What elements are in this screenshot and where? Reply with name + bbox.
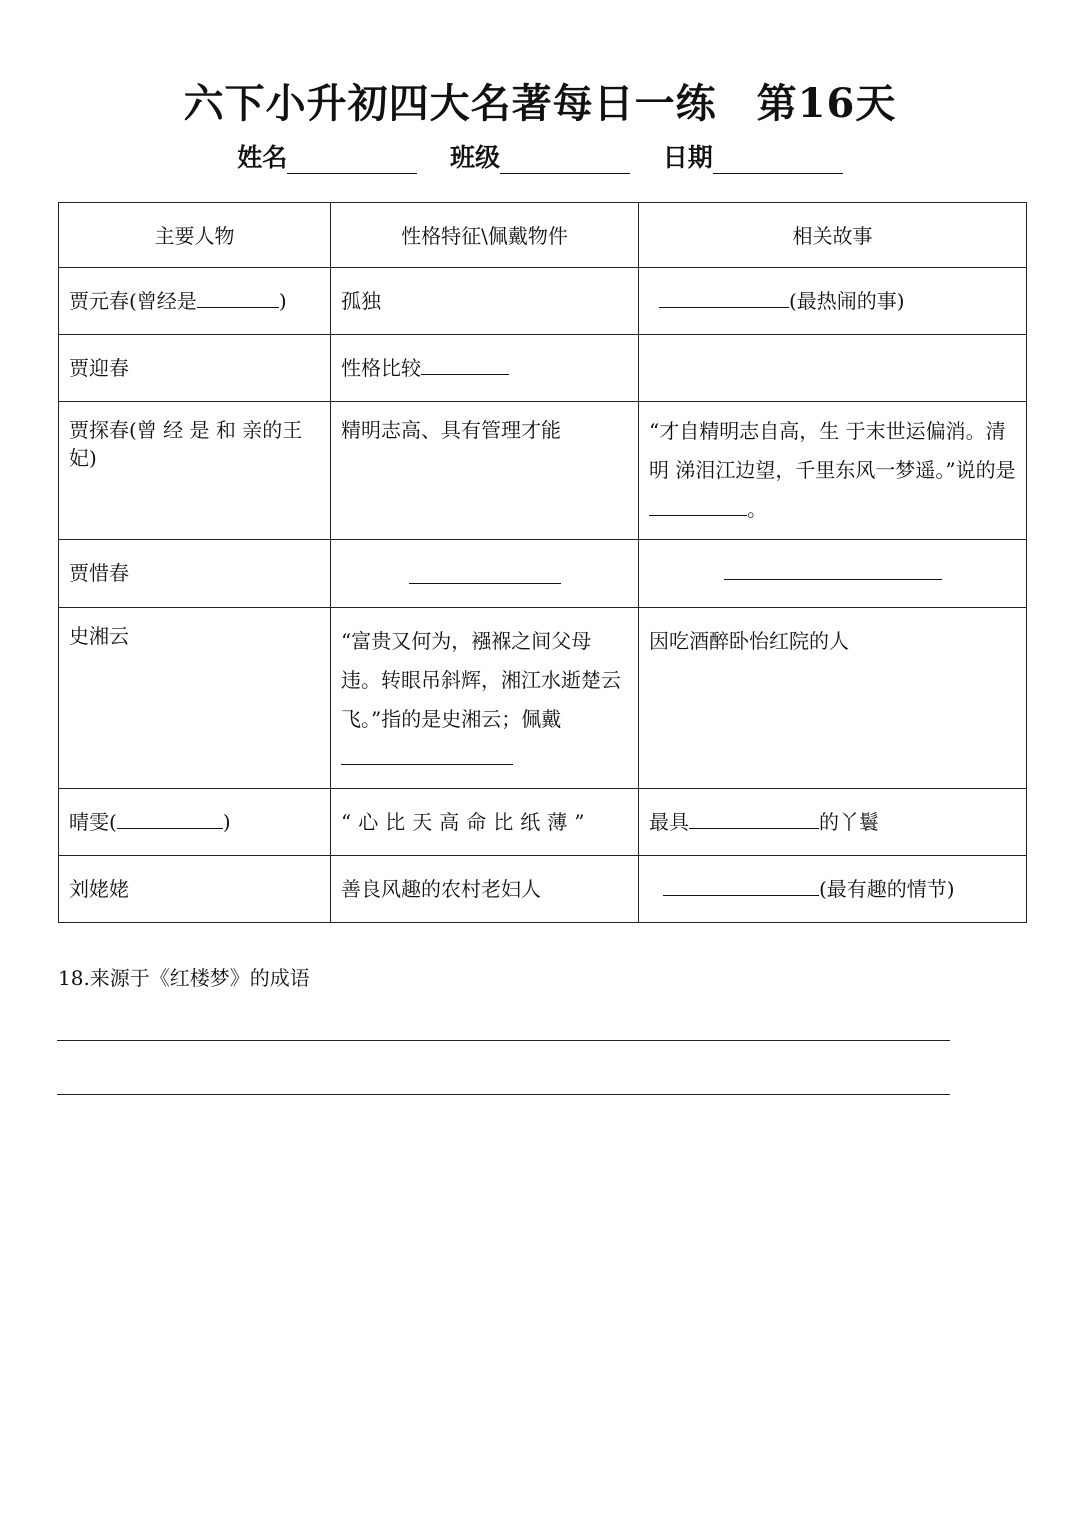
header-story: 相关故事 [639, 203, 1027, 268]
table-row [59, 335, 1027, 402]
title-day: 第16天 [756, 80, 897, 127]
answer-blank[interactable] [341, 742, 513, 765]
trait-cell: 善良风趣的农村老妇人 [331, 856, 639, 923]
answer-blank[interactable] [421, 352, 509, 375]
header-person: 主要人物 [59, 203, 331, 268]
answer-line[interactable] [57, 1040, 950, 1041]
question-18: 18.来源于《红楼梦》的成语 [58, 966, 310, 990]
answer-blank[interactable] [659, 285, 789, 308]
story-text-end: 的丫鬟 [819, 810, 879, 834]
person-cell: 刘姥姥 [59, 856, 331, 923]
person-text: 贾探春(曾 经 是 和 亲的王妃) [69, 418, 303, 470]
story-cell [639, 540, 1027, 608]
trait-cell: “心比天高命比纸薄” [331, 789, 639, 856]
answer-blank[interactable] [689, 806, 819, 829]
trait-cell: 孤独 [331, 268, 639, 335]
answer-blank[interactable] [117, 806, 223, 829]
person-cell [59, 789, 331, 856]
story-text: (最有趣的情节) [819, 877, 955, 901]
story-cell [639, 789, 1027, 856]
character-table [58, 202, 1027, 923]
person-cell: 贾惜春 [59, 540, 331, 608]
person-cell [59, 402, 331, 540]
table-row [59, 540, 1027, 608]
story-text: (最热闹的事) [789, 289, 905, 313]
table-row [59, 268, 1027, 335]
answer-blank[interactable] [409, 561, 561, 584]
trait-cell [331, 335, 639, 402]
story-cell [639, 402, 1027, 540]
story-text-end: 。 [747, 497, 767, 521]
person-cell: 贾迎春 [59, 335, 331, 402]
answer-blank[interactable] [724, 557, 942, 580]
trait-cell: 精明志高、具有管理才能 [331, 402, 639, 540]
answer-blank[interactable] [197, 285, 279, 308]
story-cell [639, 335, 1027, 402]
table-header [59, 203, 1027, 268]
person-text: 晴雯( [69, 810, 117, 834]
header-trait: 性格特征\佩戴物件 [331, 203, 639, 268]
person-text: 贾元春(曾经是 [69, 289, 197, 313]
class-field[interactable] [500, 147, 630, 174]
answer-line[interactable] [57, 1094, 950, 1095]
title-main: 六下小升初四大名著每日一练 [183, 80, 717, 127]
person-cell: 史湘云 [59, 608, 331, 789]
table-row [59, 608, 1027, 789]
answer-blank[interactable] [663, 873, 819, 896]
person-text-end: ) [278, 289, 287, 313]
person-text-end: ) [222, 810, 231, 834]
student-info [0, 138, 1080, 174]
date-label: 日期 [662, 143, 713, 172]
trait-text: 性格比较 [341, 356, 421, 380]
table-row [59, 856, 1027, 923]
date-field[interactable] [713, 147, 843, 174]
trait-cell [331, 540, 639, 608]
class-label: 班级 [449, 143, 500, 172]
trait-text: “富贵又何为，襁褓之间父母违。转眼吊斜辉，湘江水逝楚云飞。”指的是史湘云；佩戴 [341, 629, 621, 731]
table-row [59, 402, 1027, 540]
table-row [59, 789, 1027, 856]
trait-cell [331, 608, 639, 789]
answer-blank[interactable] [649, 493, 747, 516]
story-cell [639, 856, 1027, 923]
page-title [0, 72, 1080, 129]
person-cell [59, 268, 331, 335]
story-cell: 因吃酒醉卧怡红院的人 [639, 608, 1027, 789]
story-text: 最具 [649, 810, 689, 834]
story-cell [639, 268, 1027, 335]
story-text: “才自精明志自高，生 于末世运偏消。清明 涕泪江边望，千里东风一梦遥。”说的是 [649, 419, 1016, 482]
name-label: 姓名 [237, 143, 288, 172]
name-field[interactable] [287, 147, 417, 174]
